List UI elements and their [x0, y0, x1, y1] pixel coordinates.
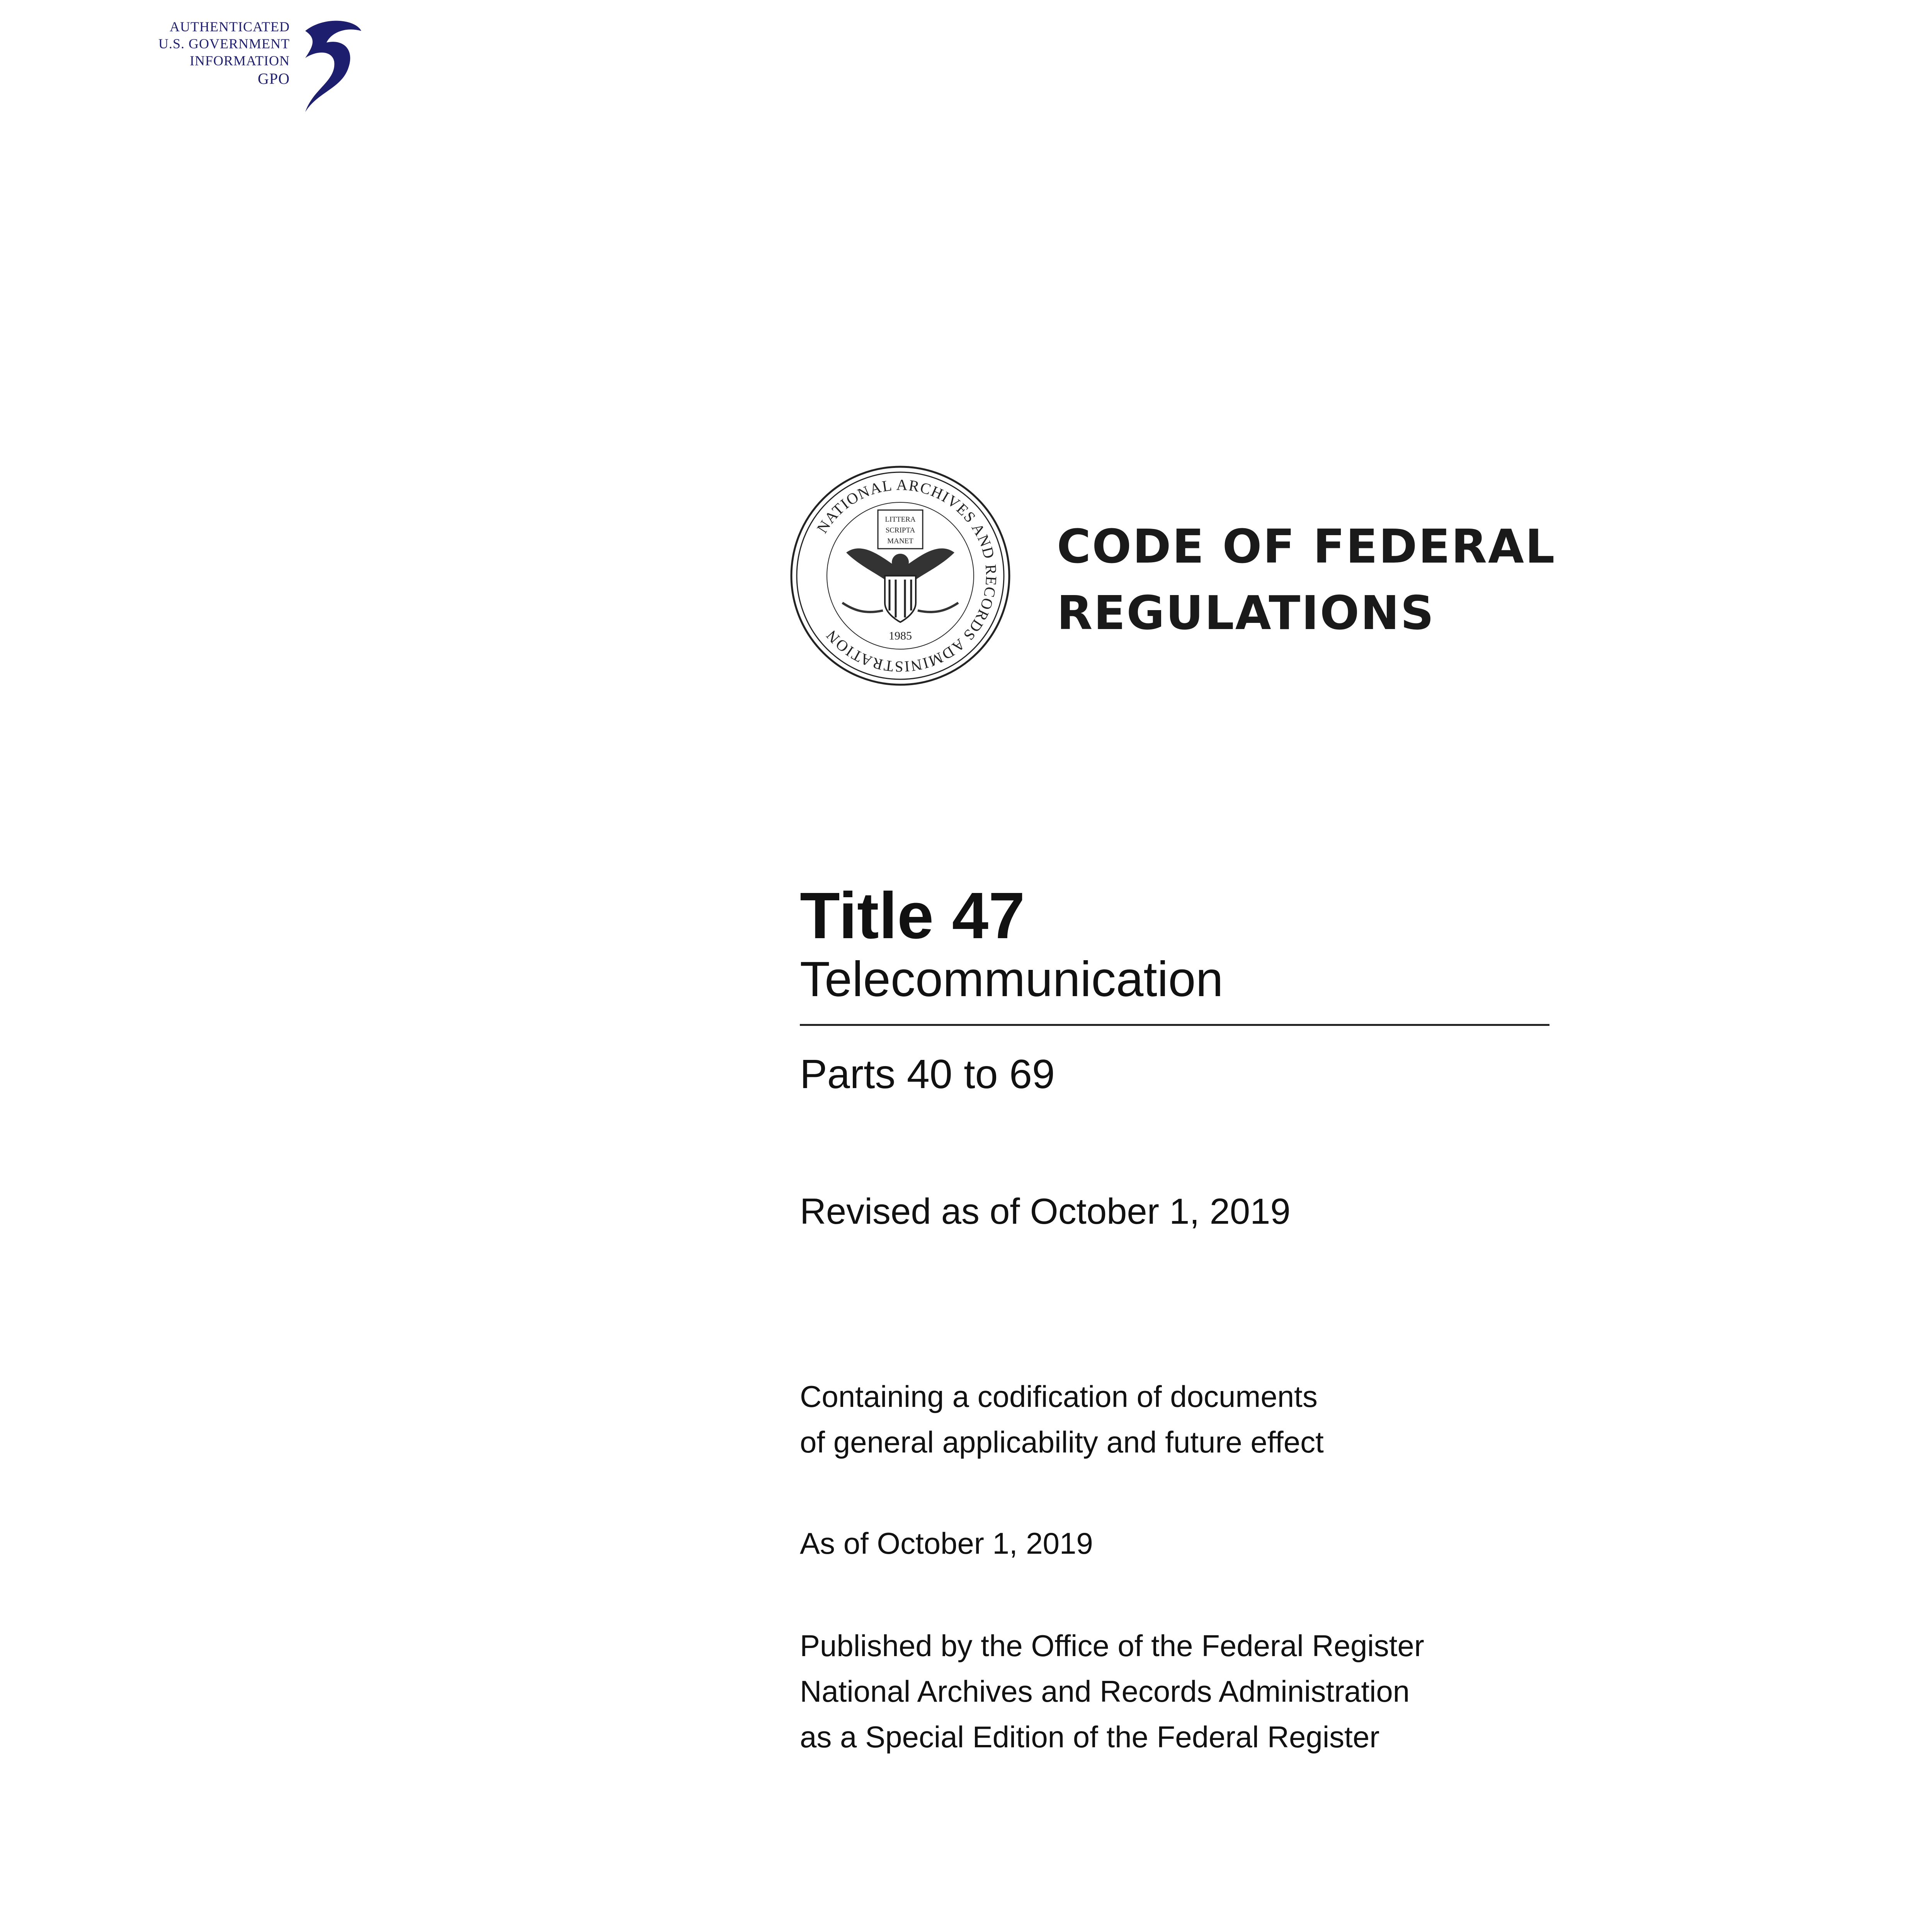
publisher-statement [800, 1623, 1424, 1760]
title-number: Title 47 [800, 879, 1025, 952]
badge-line-government: U.S. GOVERNMENT [158, 36, 290, 51]
revised-date: Revised as of October 1, 2019 [800, 1191, 1291, 1231]
badge-gpo-label: GPO [257, 70, 290, 87]
cfr-heading-line-1: CODE OF FEDERAL [1057, 520, 1556, 574]
gpo-authentication-badge [128, 15, 367, 120]
parts-range: Parts 40 to 69 [800, 1051, 1055, 1097]
publisher-line-1: Published by the Office of the Federal Register [800, 1629, 1424, 1663]
seal-scroll-line-1: LITTERA [885, 515, 916, 524]
cfr-heading [1057, 514, 1714, 647]
codification-line-1: Containing a codification of documents [800, 1379, 1318, 1413]
title-name: Telecommunication [800, 952, 1223, 1007]
badge-line-authenticated: AUTHENTICATED [170, 19, 290, 34]
publisher-line-3: as a Special Edition of the Federal Register [800, 1720, 1380, 1754]
badge-line-information: INFORMATION [189, 53, 290, 68]
seal-outer-text: NATIONAL ARCHIVES AND RECORDS ADMINISTRATION [813, 476, 1000, 676]
cfr-heading-line-2: REGULATIONS [1057, 587, 1435, 640]
codification-statement [800, 1374, 1324, 1465]
publisher-line-2: National Archives and Records Administration [800, 1674, 1410, 1708]
codification-line-2: of general applicability and future effect [800, 1425, 1324, 1459]
nara-seal [788, 464, 1012, 688]
as-of-date: As of October 1, 2019 [800, 1526, 1093, 1560]
seal-scroll-line-2: SCRIPTA [885, 526, 915, 534]
title-divider [800, 1024, 1549, 1026]
seal-year: 1985 [889, 629, 912, 642]
gpo-eagle-icon [290, 15, 367, 120]
seal-scroll-line-3: MANET [887, 537, 913, 545]
